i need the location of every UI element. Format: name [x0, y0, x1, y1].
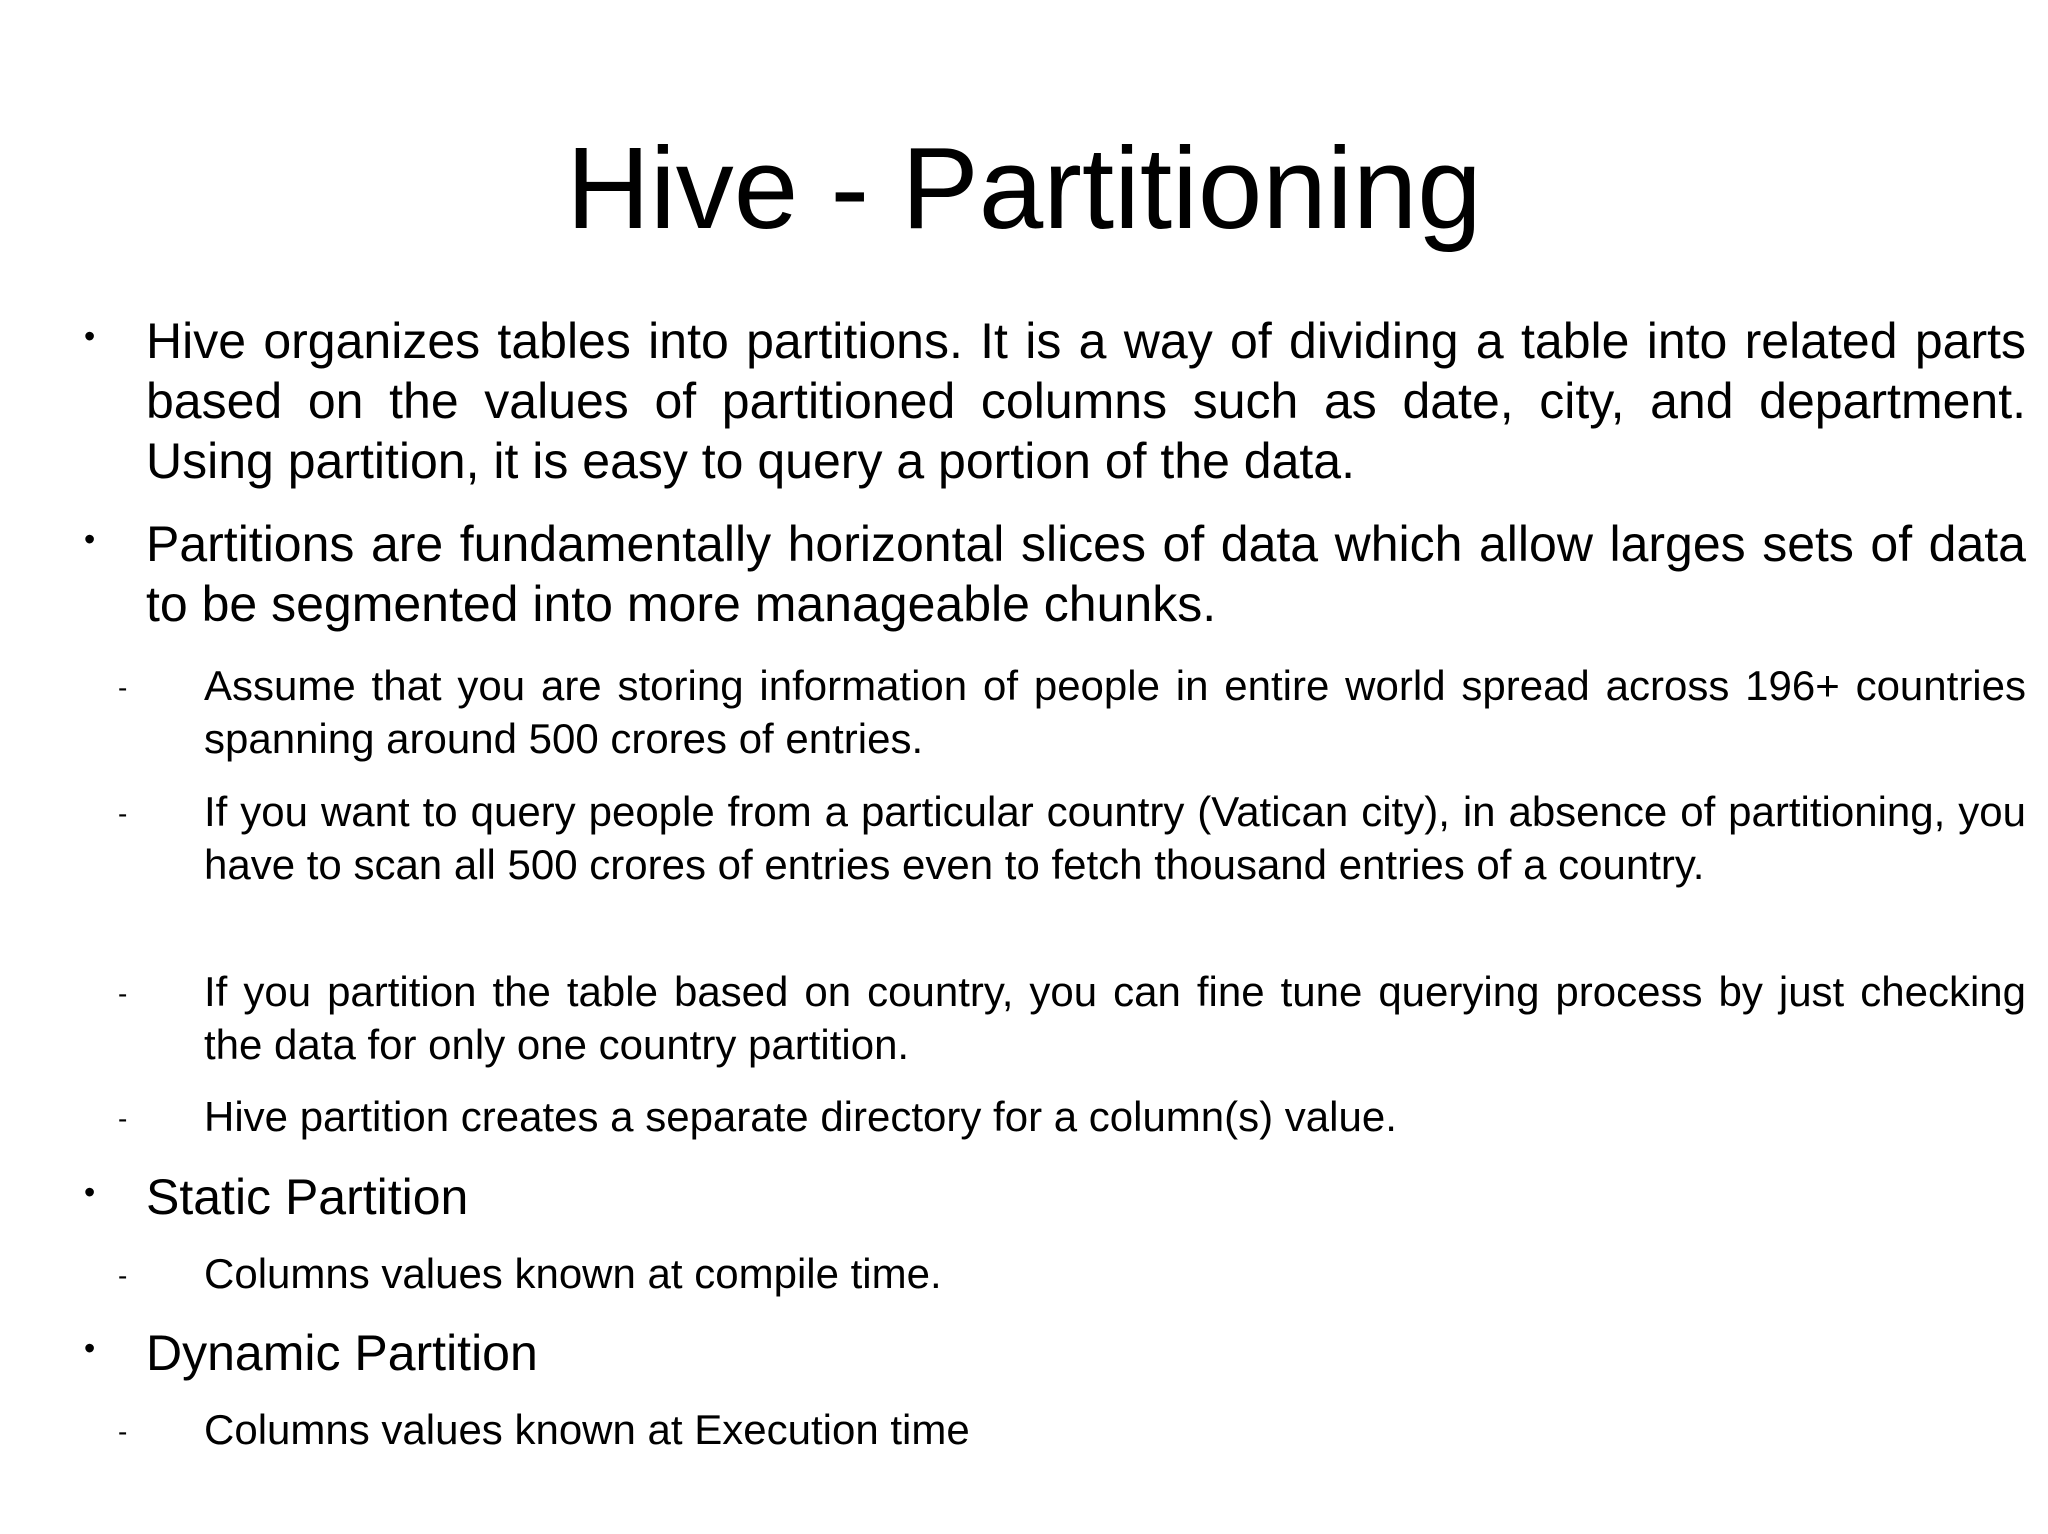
slide-title: Hive - Partitioning — [566, 123, 1482, 253]
bullet-icon: • — [84, 1330, 96, 1366]
dash-icon: - — [118, 978, 128, 1009]
bullet-icon: • — [84, 1174, 96, 1210]
sub-bullet-item: Columns values known at Execution time — [204, 1406, 970, 1453]
sub-bullet-item: Assume that you are storing information of people in entire world spread across 196+ countries spanning around 500 crores of entries. — [204, 662, 2026, 762]
sub-bullet-item: If you partition the table based on country, you can fine tune querying process by just checking the data for only one country partition. — [204, 968, 2026, 1068]
bullet-item: Hive organizes tables into partitions. It is a way of dividing a table into related parts based on the values of partitioned columns such as date, city, and department. Using partition, it is easy to query a portion of the data. — [146, 313, 2026, 489]
bullet-item: Partitions are fundamentally horizontal slices of data which allow larges sets of data to be segmented into more manageable chunks. — [146, 516, 2026, 632]
dash-icon: - — [118, 672, 128, 703]
dash-icon: - — [118, 1416, 128, 1447]
dash-icon: - — [118, 1103, 128, 1134]
sub-bullet-item: Columns values known at compile time. — [204, 1250, 942, 1297]
bullet-icon: • — [84, 521, 96, 557]
sub-bullet-item: If you want to query people from a particular country (Vatican city), in absence of partitioning, you have to scan all 500 crores of entries even to fetch thousand entries of a country. — [204, 788, 2026, 888]
bullet-item: Static Partition — [146, 1169, 469, 1225]
dash-icon: - — [118, 1260, 128, 1291]
bullet-icon: • — [84, 318, 96, 354]
sub-bullet-item: Hive partition creates a separate directory for a column(s) value. — [204, 1093, 1397, 1140]
dash-icon: - — [118, 798, 128, 829]
bullet-item: Dynamic Partition — [146, 1325, 538, 1381]
